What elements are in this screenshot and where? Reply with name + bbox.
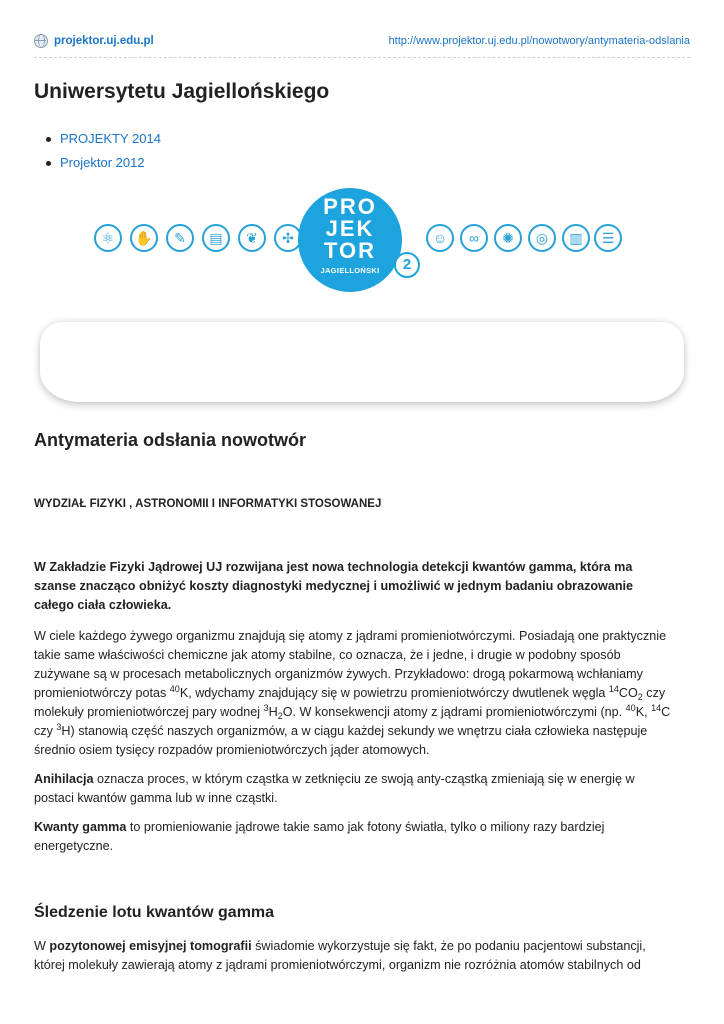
projektor-banner xyxy=(92,188,622,292)
open-book-icon: ▥ xyxy=(562,224,590,252)
logo-line-1: PRO xyxy=(323,194,377,219)
head-profile-icon: ☺ xyxy=(426,224,454,252)
logo-badge: 2 xyxy=(394,252,420,278)
target-icon: ◎ xyxy=(528,224,556,252)
page-url-link[interactable]: http://www.projektor.uj.edu.pl/nowotwory/antymateria-odslania xyxy=(388,35,690,47)
document-graph-icon: ▤ xyxy=(202,224,230,252)
article-title: Antymateria odsłania nowotwór xyxy=(34,430,307,450)
paragraph-pet: W pozytonowej emisyjnej tomografii świadomie wykorzystuje się fakt, że po podaniu pacjentowi substancji, której molekuły zawierają atomy z jądrami promieniotwórczymi, organizm nie rozróżnia atomów stabilnych od xyxy=(34,939,646,972)
section-title: Śledzenie lotu kwantów gamma xyxy=(34,904,275,921)
brain-icon: ✺ xyxy=(494,224,522,252)
chat-icon: ☰ xyxy=(594,224,622,252)
globe-icon xyxy=(34,34,48,48)
department-name: WYDZIAŁ FIZYKI , ASTRONOMII I INFORMATYKI STOSOWANEJ xyxy=(34,498,382,510)
paragraph-radioactive-atoms: W ciele każdego żywego organizmu znajdują się atomy z jądrami promieniotwórczymi. Posiadają one praktycznie takie same właściwości chemiczne jak atomy stabilne, co oznacza, że i jedne, i drugie w podobny sposób zużywane są w procesach metabolicznych organizmów żywych. Przykładowo: drogą pokarmową wchłaniamy promieniotwórczy potas $^{40}$K, wdychamy znajdujący się w powietrzu promieniotwórczy dwutlenek węgla $^{14}CO_2$ czy molekuły promieniotwórczej pary wodnej $^3H_2O$. W konsekwencji atomy z jądrami promieniotwórczymi (np. $^{40}$K, $^{14}$C czy $^3$H) stanowią część naszych organizmów, a w ciągu każdej sekundy we wnętrzu ciała człowieka następuje średnio osiem tysięcy rozpadów promieniotwórczych jąder atomowych. xyxy=(34,629,671,757)
network-icon: ✣ xyxy=(274,224,302,252)
link-projektor-2012[interactable]: Projektor 2012 xyxy=(60,155,145,170)
article-lead: W Zakładzie Fizyki Jądrowej UJ rozwijana jest nowa technologia detekcji kwantów gamma, która ma szanse znacząco obniżyć koszty diagnostyki medycznej i umożliwić w jednym badaniu obrazowanie całego ciała człowieka. xyxy=(34,560,634,612)
page-header xyxy=(34,32,690,58)
article-body-continued xyxy=(34,937,674,975)
book-pen-icon: ✎ xyxy=(166,224,194,252)
list-item xyxy=(46,127,161,151)
hand-cells-icon: ✋ xyxy=(130,224,158,252)
atoms-icon: ∞ xyxy=(460,224,488,252)
site-title: Uniwersytetu Jagiellońskiego xyxy=(34,80,330,103)
leaf-icon: ❦ xyxy=(238,224,266,252)
article-body xyxy=(34,558,674,866)
link-projekty-2014[interactable]: PROJEKTY 2014 xyxy=(60,131,161,146)
list-item xyxy=(46,151,161,175)
site-link[interactable] xyxy=(34,34,154,48)
paragraph-gamma-quanta: Kwanty gamma to promieniowanie jądrowe takie samo jak fotony światła, tylko o miliony razy bardziej energetyczne. xyxy=(34,820,605,853)
projektor-logo xyxy=(298,188,412,292)
molecule-icon: ⚛ xyxy=(94,224,122,252)
paragraph-annihilation: Anihilacja oznacza proces, w którym cząstka w zetknięciu ze swoją anty-cząstką zmieniają się w energię w postaci kwantów gamma lub w inne cząstki. xyxy=(34,772,635,805)
site-domain: projektor.uj.edu.pl xyxy=(54,35,154,47)
banner-card xyxy=(40,322,684,402)
logo-line-4: JAGIELLOŃSKI xyxy=(320,266,380,275)
logo-line-2: JEK xyxy=(325,216,375,241)
logo-line-3: TOR xyxy=(323,238,377,263)
project-links-list xyxy=(46,127,161,175)
